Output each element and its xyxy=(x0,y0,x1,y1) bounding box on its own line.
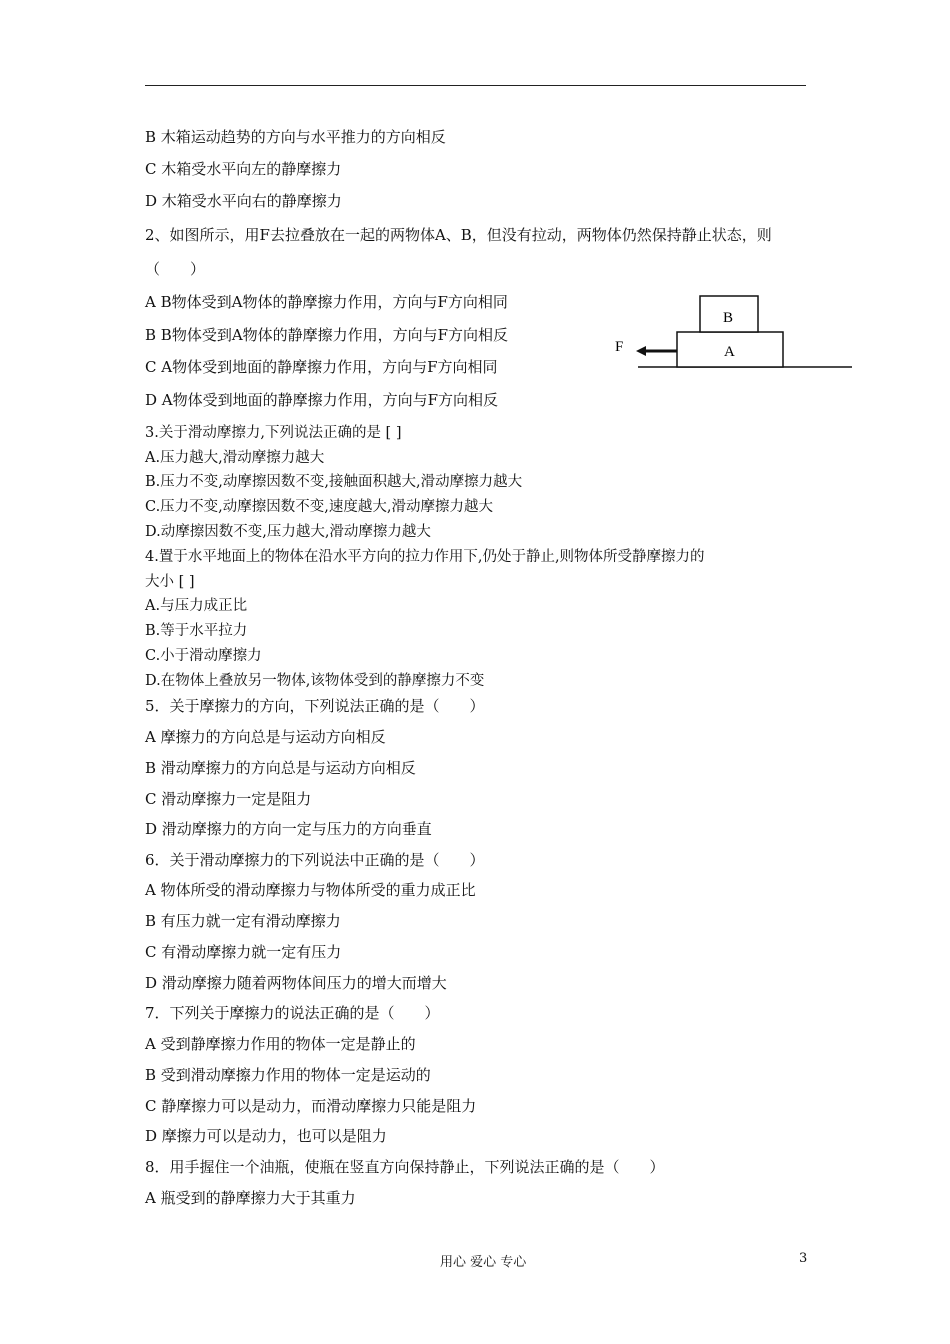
option-a: A 瓶受到的静摩擦力大于其重力 xyxy=(145,1189,356,1207)
option-a: A 摩擦力的方向总是与运动方向相反 xyxy=(145,728,386,746)
force-label: F xyxy=(615,339,624,355)
option-d: D 滑动摩擦力随着两物体间压力的增大而增大 xyxy=(145,974,447,992)
text-line: B 木箱运动趋势的方向与水平推力的方向相反 xyxy=(145,128,446,146)
question-6-stem: 6．关于滑动摩擦力的下列说法中正确的是（ ） xyxy=(145,851,485,869)
option-c: C 静摩擦力可以是动力，而滑动摩擦力只能是阻力 xyxy=(145,1097,477,1115)
option-c: C 有滑动摩擦力就一定有压力 xyxy=(145,943,342,961)
option-d: D.在物体上叠放另一物体,该物体受到的静摩擦力不变 xyxy=(145,673,485,689)
option-d: D 摩擦力可以是动力，也可以是阻力 xyxy=(145,1127,387,1145)
question-4-stem: 4.置于水平地面上的物体在沿水平方向的拉力作用下,仍处于静止,则物体所受静摩擦力的 xyxy=(145,549,705,565)
option-c: C.小于滑动摩擦力 xyxy=(145,648,262,664)
option-c: C A物体受到地面的静摩擦力作用，方向与F方向相同 xyxy=(145,358,498,376)
option-a: A.压力越大,滑动摩擦力越大 xyxy=(145,450,325,466)
blocks-figure xyxy=(610,288,860,378)
option-d: D A物体受到地面的静摩擦力作用，方向与F方向相反 xyxy=(145,391,499,409)
option-b: B 滑动摩擦力的方向总是与运动方向相反 xyxy=(145,759,416,777)
option-d: D.动摩擦因数不变,压力越大,滑动摩擦力越大 xyxy=(145,524,431,540)
question-7-stem: 7．下列关于摩擦力的说法正确的是（ ） xyxy=(145,1004,440,1022)
option-d: D 滑动摩擦力的方向一定与压力的方向垂直 xyxy=(145,820,432,838)
option-b: B.压力不变,动摩擦因数不变,接触面积越大,滑动摩擦力越大 xyxy=(145,474,523,490)
option-a: A.与压力成正比 xyxy=(145,598,248,614)
option-c: C.压力不变,动摩擦因数不变,速度越大,滑动摩擦力越大 xyxy=(145,499,494,515)
page-number: 3 xyxy=(799,1251,808,1266)
footer-text: 用心 爱心 专心 xyxy=(440,1255,527,1270)
question-4-stem-cont: 大小 [ ] xyxy=(145,574,195,590)
block-b-label: B xyxy=(723,310,734,326)
header-rule xyxy=(145,85,806,86)
option-b: B.等于水平拉力 xyxy=(145,623,248,639)
text-line: C 木箱受水平向左的静摩擦力 xyxy=(145,160,342,178)
option-a: A 物体所受的滑动摩擦力与物体所受的重力成正比 xyxy=(145,881,476,899)
option-b: B 受到滑动摩擦力作用的物体一定是运动的 xyxy=(145,1066,431,1084)
option-a: A 受到静摩擦力作用的物体一定是静止的 xyxy=(145,1035,416,1053)
force-arrowhead xyxy=(636,346,646,356)
block-a-label: A xyxy=(724,344,735,360)
option-c: C 滑动摩擦力一定是阻力 xyxy=(145,790,312,808)
option-b: B B物体受到A物体的静摩擦力作用，方向与F方向相反 xyxy=(145,326,509,344)
question-5-stem: 5．关于摩擦力的方向，下列说法正确的是（ ） xyxy=(145,697,485,715)
question-8-stem: 8．用手握住一个油瓶，使瓶在竖直方向保持静止，下列说法正确的是（ ） xyxy=(145,1158,665,1176)
option-a: A B物体受到A物体的静摩擦力作用，方向与F方向相同 xyxy=(145,293,508,311)
text-line: D 木箱受水平向右的静摩擦力 xyxy=(145,192,342,210)
option-b: B 有压力就一定有滑动摩擦力 xyxy=(145,912,341,930)
question-3-stem: 3.关于滑动摩擦力,下列说法正确的是 [ ] xyxy=(145,425,402,441)
question-2-stem: 2、如图所示，用F去拉叠放在一起的两物体A、B，但没有拉动，两物体仍然保持静止状态，则 xyxy=(145,226,772,244)
answer-blank: （ ） xyxy=(145,260,206,278)
